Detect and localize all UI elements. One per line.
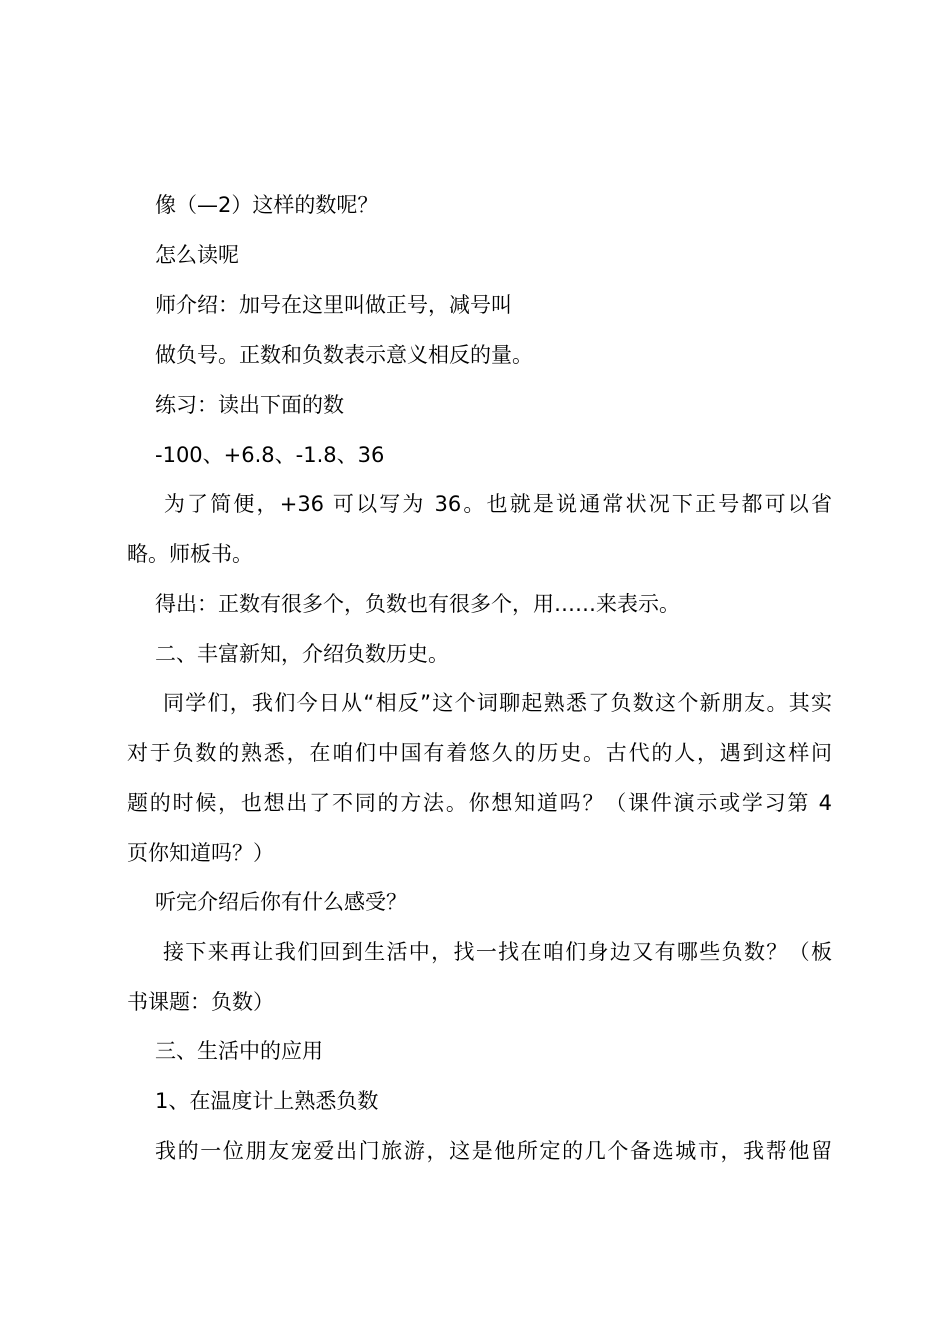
text-line: 1、在温度计上熟悉负数 (155, 1089, 379, 1113)
text-line: 听完介绍后你有什么感受？ (155, 890, 407, 914)
text-line: 页你知道吗？） (127, 841, 274, 865)
text-line: 做负号。正数和负数表示意义相反的量。 (155, 343, 533, 367)
text-line: 像（—2）这样的数呢？ (155, 193, 379, 217)
text-line: 书课题：负数） (127, 990, 274, 1014)
text-line: 练习：读出下面的数 (155, 393, 344, 417)
text-line: 师介绍：加号在这里叫做正号，减号叫 (155, 293, 512, 317)
text-line: -100、+6.8、-1.8、36 (155, 443, 385, 467)
text-line: 我的一位朋友宠爱出门旅游，这是他所定的几个备选城市，我帮他留 (155, 1139, 832, 1163)
text-line: 对于负数的熟悉，在咱们中国有着悠久的历史。古代的人，遇到这样问 (127, 741, 832, 765)
text-line: 略。师板书。 (127, 542, 253, 566)
text-line: 同学们，我们今日从“相反”这个词聊起熟悉了负数这个新朋友。其实 (155, 691, 832, 715)
text-line: 为了简便，+36 可以写为 36。也就是说通常状况下正号都可以省 (155, 492, 832, 516)
text-line: 二、丰富新知，介绍负数历史。 (155, 642, 449, 666)
text-line: 题的时候，也想出了不同的方法。你想知道吗？（课件演示或学习第 4 (127, 791, 832, 815)
text-line: 三、生活中的应用 (155, 1039, 323, 1063)
text-line: 怎么读呢 (155, 243, 239, 267)
text-line: 接下来再让我们回到生活中，找一找在咱们身边又有哪些负数？（板 (155, 940, 832, 964)
text-line: 得出：正数有很多个，负数也有很多个，用……来表示。 (155, 592, 680, 616)
